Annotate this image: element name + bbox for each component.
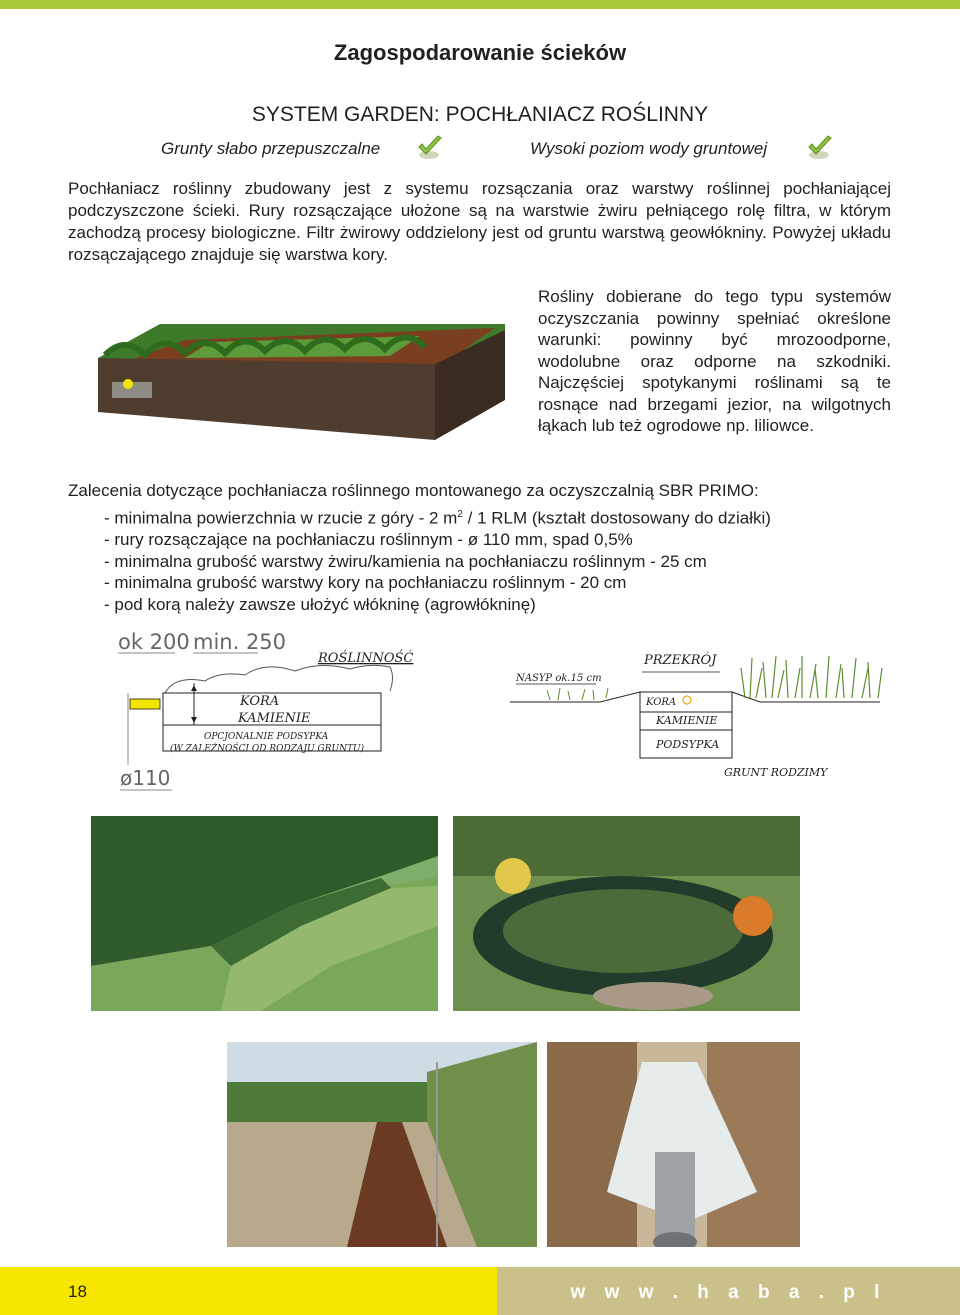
photo-pond xyxy=(453,816,800,1011)
photo-trench-bark xyxy=(227,1042,537,1247)
system-title: SYSTEM GARDEN: POCHŁANIACZ ROŚLINNY xyxy=(251,103,709,126)
photo-pipe-geotextile xyxy=(547,1042,800,1247)
list-item: - minimalna grubość warstwy żwiru/kamienia na pochłaniaczu roślinnym - 25 cm xyxy=(104,551,707,571)
label-kora: KORA xyxy=(240,694,280,709)
label-grunt: GRUNT RODZIMY xyxy=(724,766,828,779)
rec-text: / 1 RLM (kształt dostosowany do działki) xyxy=(462,508,771,528)
recommendations-list xyxy=(104,504,771,615)
label-kora-right: KORA xyxy=(646,697,677,708)
photo-garden-lawn xyxy=(91,816,438,1011)
rec-sup: 2 xyxy=(457,509,463,520)
section-diagram-right xyxy=(510,640,890,790)
list-item: - minimalna grubość warstwy kory na pochłaniaczu roślinnym - 20 cm xyxy=(104,573,627,593)
page-number: 18 xyxy=(68,1282,87,1301)
recommendations-lead: Zalecenia dotyczące pochłaniacza roślinnego montowanego za oczyszczalnią SBR PRIMO: xyxy=(68,481,759,500)
label-przekroj: PRZEKRÓJ xyxy=(644,653,717,668)
label-kamienie: KAMIENIE xyxy=(238,711,311,726)
condition-low-permeability: Grunty słabo przepuszczalne xyxy=(161,139,381,158)
label-nasyp: NASYP ok.15 cm xyxy=(516,673,602,684)
label-kamienie-right: KAMIENIE xyxy=(656,714,718,727)
list-item xyxy=(104,504,771,529)
top-accent-bar xyxy=(0,0,960,9)
label-podsypka: PODSYPKA xyxy=(656,738,720,751)
absorber-3d-illustration xyxy=(90,300,505,440)
label-opcjonalnie-grunt: (W ZALEŻNOŚCI OD RODZAJU GRUNTU) xyxy=(170,744,365,754)
condition-high-groundwater: Wysoki poziom wody gruntowej xyxy=(530,139,768,158)
dim-min: min. 250 xyxy=(193,630,287,654)
dim-ok: ok 200 xyxy=(118,630,190,654)
label-opcjonalnie: OPCJONALNIE PODSYPKA xyxy=(204,732,329,742)
section-title: Zagospodarowanie ścieków xyxy=(333,40,627,65)
plants-paragraph: Rośliny dobierane do tego typu systemów oczyszczania powinny spełniać określone warunki: powinny być mrozoodporne, wodolubne oraz odporne na szkodniki. Najczęściej spotykanymi roślinami są te rosnące nad brzegami jezior, na wilgotnych łąkach lub też ogrodowe np. liliowce. xyxy=(538,287,891,435)
intro-paragraph: Pochłaniacz roślinny zbudowany jest z systemu rozsączania oraz warstwy roślinnej pochłaniającej podczyszczone ścieki. Rury rozsączające ułożone są na warstwie żwiru pełniącego rolę filtra, w którym zachodzą procesy biologiczne. Filtr żwirowy oddzielony jest od gruntu warstwą geowłókniny. Powyżej układu rozsączającego znajduje się warstwa kory. xyxy=(68,179,891,264)
section-diagram-left xyxy=(110,625,420,795)
rec-text: - minimalna powierzchnia w rzucie z góry - 2 m xyxy=(104,508,458,528)
label-roslinnosc: ROŚLINNOŚĆ xyxy=(318,651,414,666)
check-icon xyxy=(416,135,444,161)
check-icon xyxy=(806,135,834,161)
list-item: - rury rozsączające na pochłaniaczu roślinnym - ø 110 mm, spad 0,5% xyxy=(104,530,633,550)
label-pipe: ø110 xyxy=(120,766,171,790)
footer-url[interactable]: w w w . h a b a . p l xyxy=(570,1282,887,1303)
grass-sketch xyxy=(741,656,882,698)
list-item: - pod korą należy zawsze ułożyć włókninę (agrowłókninę) xyxy=(104,594,536,614)
